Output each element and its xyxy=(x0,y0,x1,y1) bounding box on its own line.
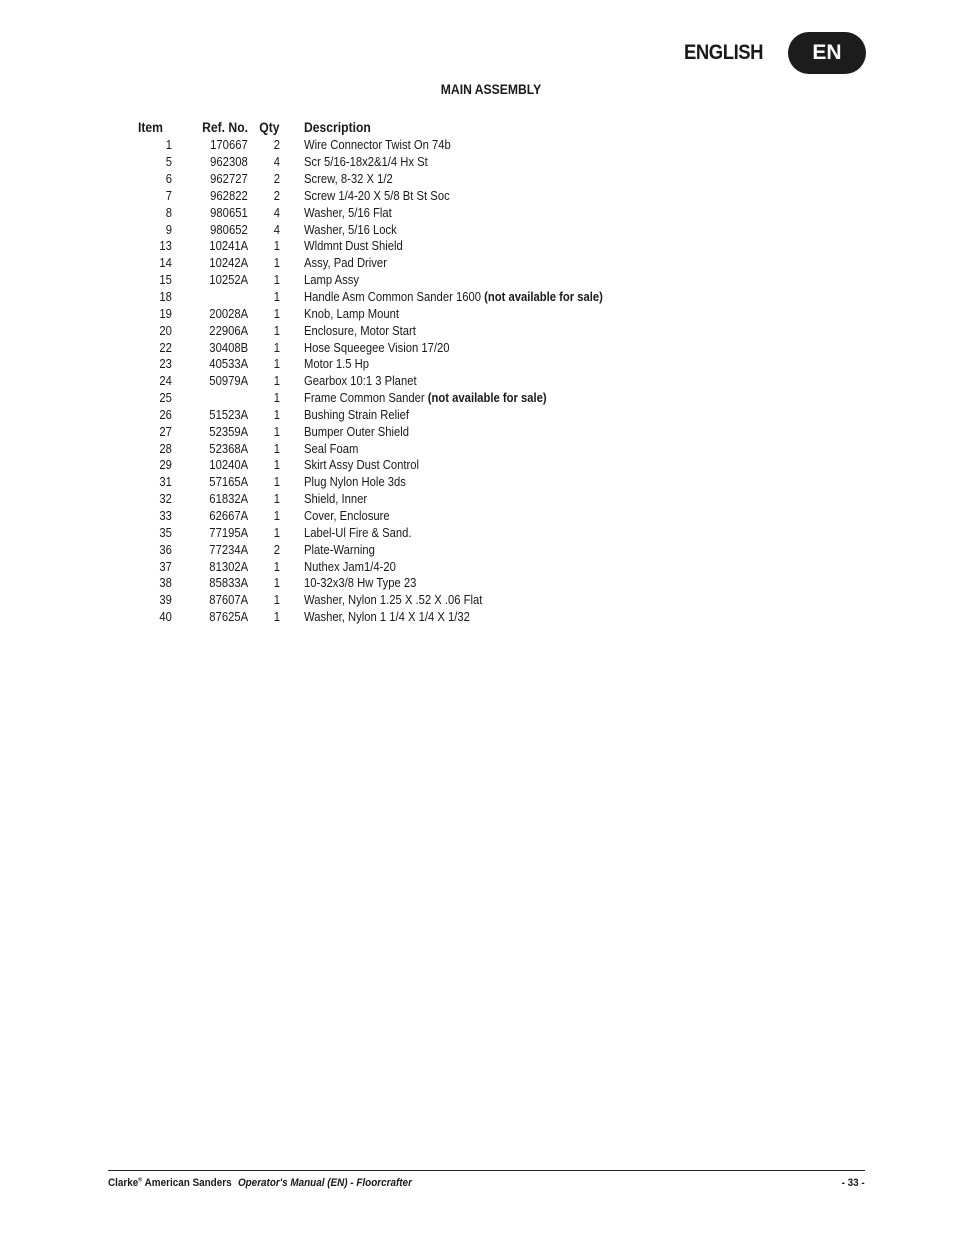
description xyxy=(280,491,636,508)
description-text: Plug Nylon Hole 3ds xyxy=(304,475,406,490)
item-number: 37 xyxy=(159,559,172,574)
table-row xyxy=(138,137,636,154)
ref-number: 77234A xyxy=(209,542,248,557)
table-row xyxy=(138,440,636,457)
table-row xyxy=(138,373,636,390)
ref-number: 61832A xyxy=(209,492,248,507)
table-row xyxy=(138,474,636,491)
description xyxy=(280,609,636,626)
description-text: Gearbox 10:1 3 Planet xyxy=(304,374,417,389)
description xyxy=(280,238,636,255)
quantity: 1 xyxy=(273,559,280,574)
quantity: 2 xyxy=(273,188,280,203)
description-text: Wldmnt Dust Shield xyxy=(304,239,403,254)
quantity: 1 xyxy=(273,407,280,422)
table-row xyxy=(138,524,636,541)
page-number: - 33 - xyxy=(841,1177,865,1189)
quantity: 1 xyxy=(273,374,280,389)
description-text: Nuthex Jam1/4-20 xyxy=(304,559,396,574)
ref-number: 57165A xyxy=(209,475,248,490)
ref-number: 85833A xyxy=(209,576,248,591)
description xyxy=(280,558,636,575)
table-row xyxy=(138,221,636,238)
description-text: Label-Ul Fire & Sand. xyxy=(304,525,412,540)
description-text: Washer, Nylon 1 1/4 X 1/4 X 1/32 xyxy=(304,610,470,625)
ref-number: 62667A xyxy=(209,508,248,523)
footer-brand: Clarke xyxy=(108,1177,139,1189)
description xyxy=(280,154,636,171)
item-number: 1 xyxy=(165,138,172,153)
quantity: 1 xyxy=(273,525,280,540)
table-row xyxy=(138,491,636,508)
description xyxy=(280,322,636,339)
parts-table xyxy=(138,117,636,625)
description xyxy=(280,508,636,525)
description xyxy=(280,407,636,424)
description-text: Enclosure, Motor Start xyxy=(304,323,416,338)
quantity: 2 xyxy=(273,138,280,153)
description xyxy=(280,272,636,289)
item-number: 24 xyxy=(159,374,172,389)
quantity: 1 xyxy=(273,593,280,608)
quantity: 1 xyxy=(273,492,280,507)
description xyxy=(280,204,636,221)
availability-note: (not available for sale) xyxy=(427,391,547,406)
ref-number: 962308 xyxy=(210,155,248,170)
description-text: Washer, Nylon 1.25 X .52 X .06 Flat xyxy=(304,593,483,608)
ref-number: 962822 xyxy=(210,188,248,203)
availability-note: (not available for sale) xyxy=(484,290,603,305)
description-text: Skirt Assy Dust Control xyxy=(304,458,420,473)
table-row xyxy=(138,305,636,322)
item-number: 15 xyxy=(159,273,172,288)
description-text: Frame Common Sander xyxy=(304,391,428,406)
item-number: 32 xyxy=(159,492,172,507)
quantity: 1 xyxy=(273,458,280,473)
ref-number: 20028A xyxy=(209,306,248,321)
description xyxy=(280,423,636,440)
table-row xyxy=(138,541,636,558)
registered-mark: ® xyxy=(138,1177,143,1184)
table-row xyxy=(138,356,636,373)
description-text: Handle Asm Common Sander 1600 xyxy=(304,290,485,305)
item-number: 13 xyxy=(159,239,172,254)
description-text: Lamp Assy xyxy=(304,273,360,288)
ref-number: 10240A xyxy=(209,458,248,473)
description xyxy=(280,575,636,592)
ref-number: 30408B xyxy=(209,340,248,355)
quantity: 1 xyxy=(273,273,280,288)
description xyxy=(280,592,636,609)
table-header-row xyxy=(138,117,636,137)
item-number: 22 xyxy=(159,340,172,355)
quantity: 1 xyxy=(273,357,280,372)
quantity: 1 xyxy=(273,576,280,591)
table-row xyxy=(138,592,636,609)
column-header-item: Item xyxy=(138,119,163,135)
footer-divider xyxy=(108,1170,865,1171)
table-row xyxy=(138,154,636,171)
item-number: 36 xyxy=(159,542,172,557)
quantity: 1 xyxy=(273,610,280,625)
description xyxy=(280,137,636,154)
table-row xyxy=(138,272,636,289)
language-header xyxy=(684,32,866,74)
table-row xyxy=(138,255,636,272)
parts-table-body xyxy=(138,137,636,625)
column-header-qty: Qty xyxy=(259,119,280,135)
item-number: 39 xyxy=(159,593,172,608)
description xyxy=(280,356,636,373)
description-text: Screw, 8-32 X 1/2 xyxy=(304,172,393,187)
description-text: Knob, Lamp Mount xyxy=(304,306,400,321)
item-number: 18 xyxy=(159,290,172,305)
table-row xyxy=(138,423,636,440)
footer-credit xyxy=(108,1177,412,1189)
table-row xyxy=(138,575,636,592)
item-number: 19 xyxy=(159,306,172,321)
description-text: Motor 1.5 Hp xyxy=(304,357,370,372)
table-row xyxy=(138,289,636,306)
quantity: 2 xyxy=(273,172,280,187)
ref-number: 52368A xyxy=(209,441,248,456)
description xyxy=(280,457,636,474)
item-number: 5 xyxy=(165,155,172,170)
ref-number: 81302A xyxy=(209,559,248,574)
ref-number: 980651 xyxy=(210,205,248,220)
item-number: 14 xyxy=(159,256,172,271)
description xyxy=(280,221,636,238)
ref-number: 87625A xyxy=(209,610,248,625)
quantity: 1 xyxy=(273,424,280,439)
description xyxy=(280,255,636,272)
ref-number: 10241A xyxy=(209,239,248,254)
description-text: Shield, Inner xyxy=(304,492,368,507)
quantity: 1 xyxy=(273,508,280,523)
quantity: 1 xyxy=(273,290,280,305)
item-number: 40 xyxy=(159,610,172,625)
column-header-description: Description xyxy=(304,119,371,135)
item-number: 23 xyxy=(159,357,172,372)
description xyxy=(280,289,636,306)
item-number: 29 xyxy=(159,458,172,473)
description-text: Plate-Warning xyxy=(304,542,375,557)
item-number: 6 xyxy=(165,172,172,187)
ref-number: 40533A xyxy=(209,357,248,372)
ref-number: 170667 xyxy=(210,138,248,153)
section-title: MAIN ASSEMBLY xyxy=(440,82,542,97)
ref-number: 22906A xyxy=(209,323,248,338)
description xyxy=(280,339,636,356)
quantity: 1 xyxy=(273,475,280,490)
quantity: 1 xyxy=(273,391,280,406)
quantity: 4 xyxy=(273,155,280,170)
ref-number: 87607A xyxy=(209,593,248,608)
ref-number: 962727 xyxy=(210,172,248,187)
item-number: 28 xyxy=(159,441,172,456)
item-number: 20 xyxy=(159,323,172,338)
description xyxy=(280,440,636,457)
item-number: 38 xyxy=(159,576,172,591)
item-number: 33 xyxy=(159,508,172,523)
table-row xyxy=(138,407,636,424)
description xyxy=(280,188,636,205)
item-number: 26 xyxy=(159,407,172,422)
description-text: Washer, 5/16 Lock xyxy=(304,222,397,237)
table-row xyxy=(138,558,636,575)
description-text: Hose Squeegee Vision 17/20 xyxy=(304,340,450,355)
item-number: 27 xyxy=(159,424,172,439)
description-text: Bushing Strain Relief xyxy=(304,407,410,422)
quantity: 1 xyxy=(273,306,280,321)
table-row xyxy=(138,238,636,255)
table-row xyxy=(138,322,636,339)
description xyxy=(280,171,636,188)
ref-number: 52359A xyxy=(209,424,248,439)
description xyxy=(280,305,636,322)
description xyxy=(280,541,636,558)
description-text: Wire Connector Twist On 74b xyxy=(304,138,451,153)
description-text: 10-32x3/8 Hw Type 23 xyxy=(304,576,417,591)
table-row xyxy=(138,204,636,221)
quantity: 1 xyxy=(273,340,280,355)
table-row xyxy=(138,508,636,525)
table-row xyxy=(138,171,636,188)
item-number: 7 xyxy=(165,188,172,203)
footer-manual-title: Operator's Manual (EN) - Floorcrafter xyxy=(237,1177,412,1189)
table-row xyxy=(138,188,636,205)
ref-number: 77195A xyxy=(209,525,248,540)
ref-number xyxy=(172,390,248,407)
table-row xyxy=(138,457,636,474)
quantity: 1 xyxy=(273,323,280,338)
ref-number xyxy=(172,289,248,306)
ref-number: 980652 xyxy=(210,222,248,237)
language-label: ENGLISH xyxy=(684,41,764,64)
ref-number: 10252A xyxy=(209,273,248,288)
quantity: 1 xyxy=(273,256,280,271)
item-number: 25 xyxy=(159,391,172,406)
quantity: 4 xyxy=(273,222,280,237)
description-text: Assy, Pad Driver xyxy=(304,256,387,271)
description-text: Washer, 5/16 Flat xyxy=(304,205,392,220)
ref-number: 50979A xyxy=(209,374,248,389)
table-row xyxy=(138,390,636,407)
column-header-ref: Ref. No. xyxy=(202,119,248,135)
ref-number: 10242A xyxy=(209,256,248,271)
description xyxy=(280,474,636,491)
language-badge: EN xyxy=(788,32,866,74)
footer-company: American Sanders xyxy=(142,1177,232,1189)
item-number: 8 xyxy=(165,205,172,220)
description xyxy=(280,373,636,390)
description xyxy=(280,390,636,407)
item-number: 9 xyxy=(165,222,172,237)
table-row xyxy=(138,609,636,626)
ref-number: 51523A xyxy=(209,407,248,422)
table-row xyxy=(138,339,636,356)
quantity: 2 xyxy=(273,542,280,557)
description-text: Bumper Outer Shield xyxy=(304,424,410,439)
description-text: Cover, Enclosure xyxy=(304,508,390,523)
quantity: 1 xyxy=(273,441,280,456)
item-number: 35 xyxy=(159,525,172,540)
quantity: 1 xyxy=(273,239,280,254)
item-number: 31 xyxy=(159,475,172,490)
description-text: Screw 1/4-20 X 5/8 Bt St Soc xyxy=(304,188,450,203)
page-footer xyxy=(108,1177,865,1189)
quantity: 4 xyxy=(273,205,280,220)
description xyxy=(280,524,636,541)
description-text: Scr 5/16-18x2&1/4 Hx St xyxy=(304,155,428,170)
description-text: Seal Foam xyxy=(304,441,359,456)
